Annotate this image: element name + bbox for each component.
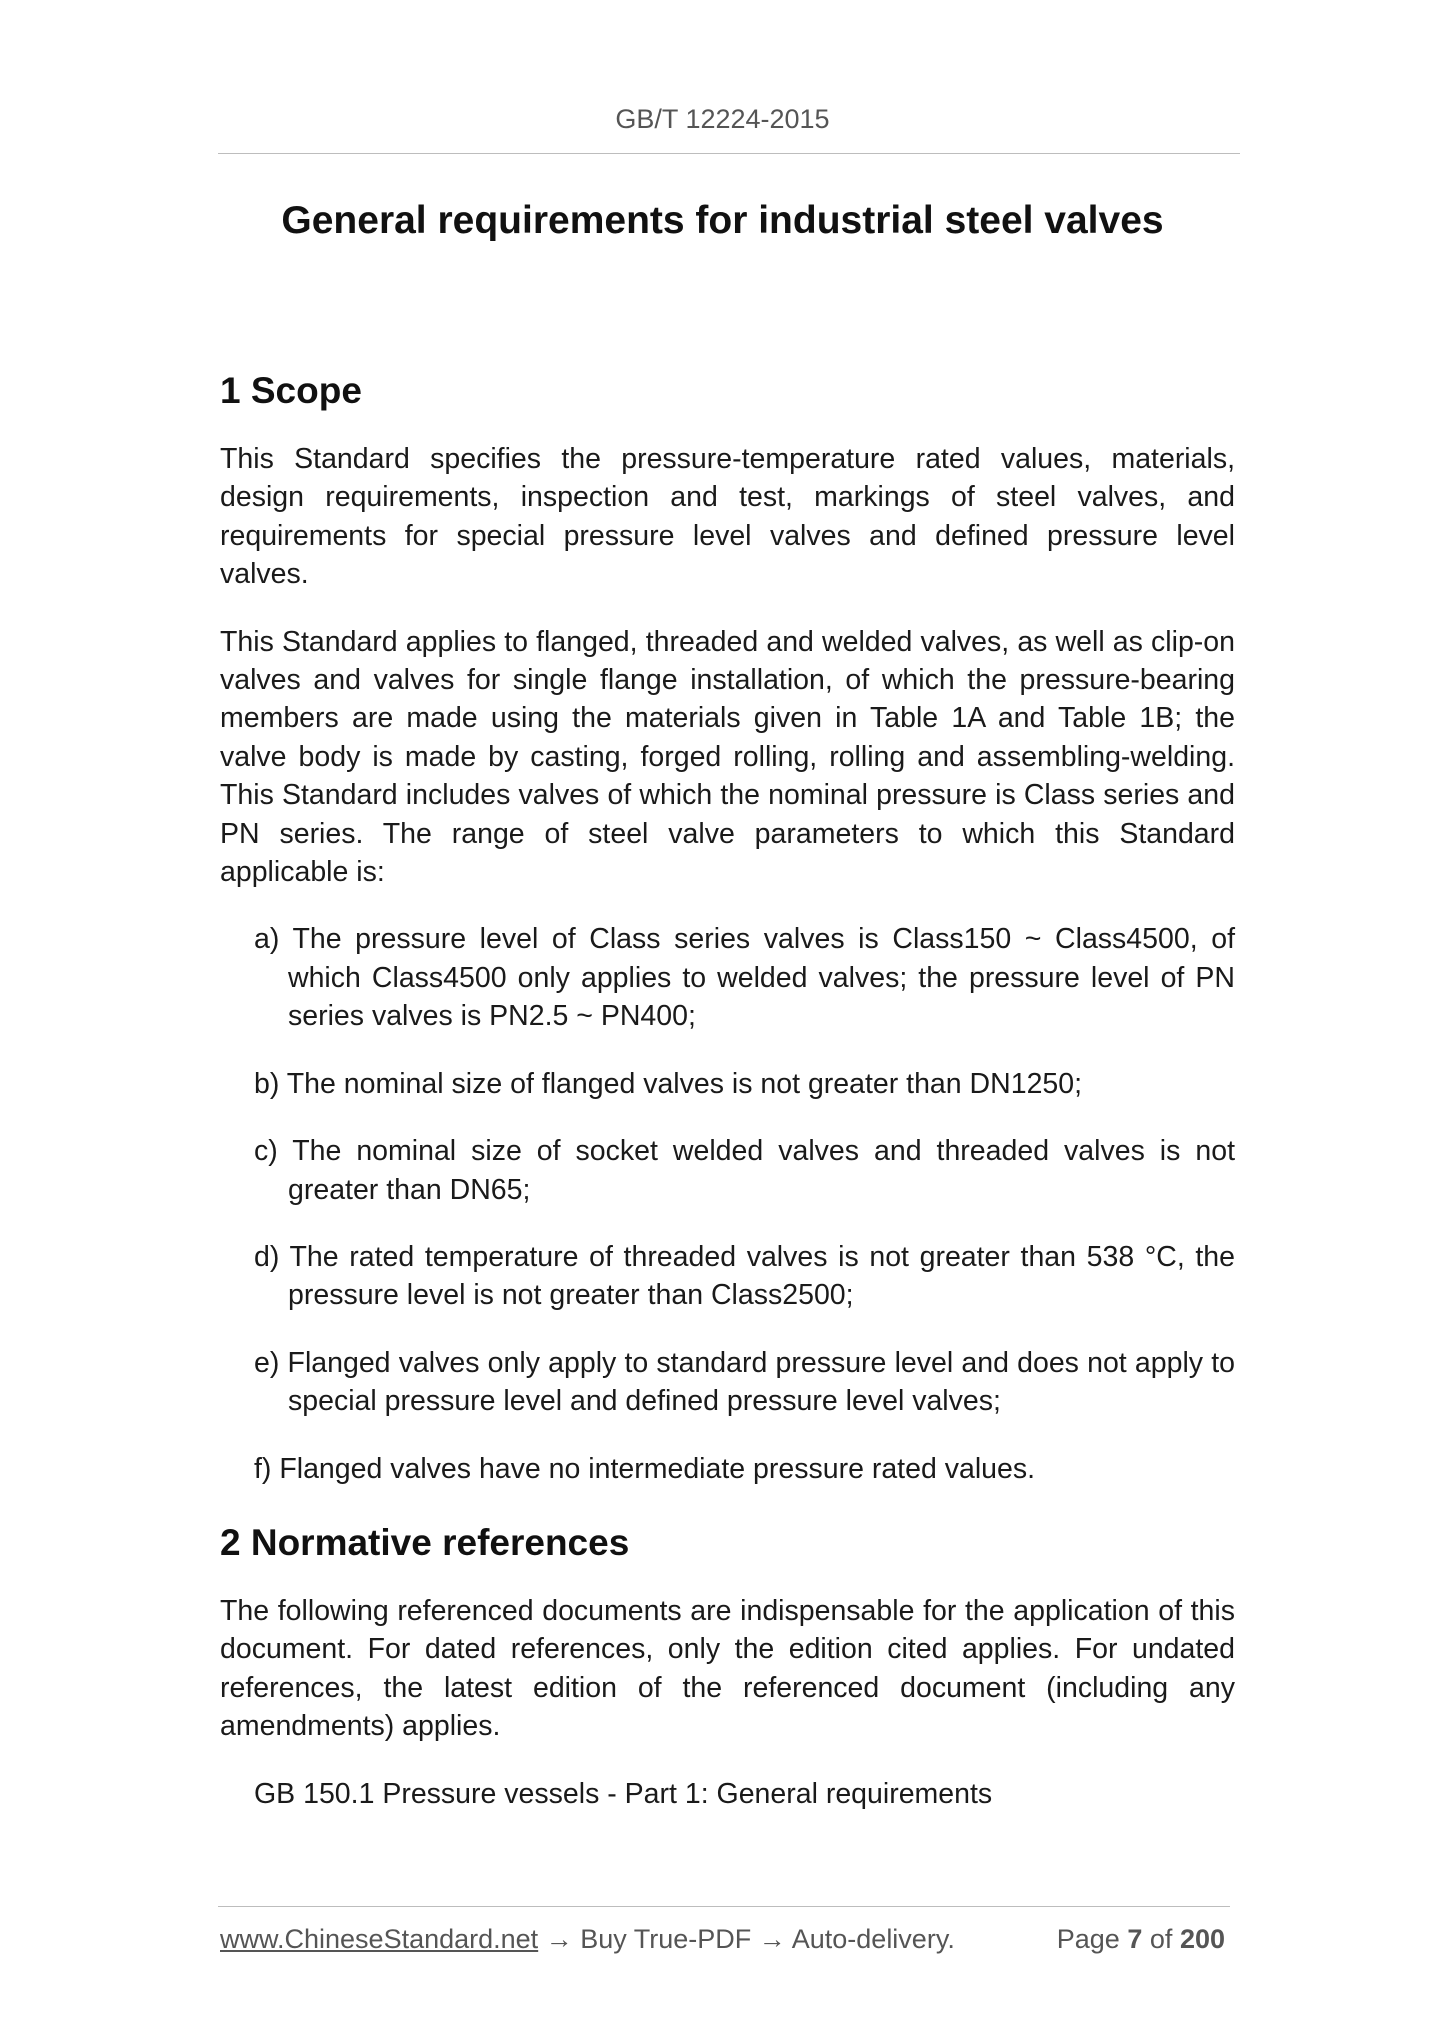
list-item-marker: a) bbox=[254, 923, 280, 956]
of-word: of bbox=[1149, 1924, 1173, 1954]
document-body bbox=[220, 370, 1235, 1813]
scope-paragraph-2: This Standard applies to flanged, threaded and welded valves, as well as clip-on valves and valves for single flange installation, of which the pressure-bearing members are made using the materials given in Table 1A and Table 1B; the valve body is made by casting, forged rolling, rolling and assembling-welding. This Standard includes valves of which the nominal pressure is Class series and PN series. The range of steel valve parameters to which this Standard applicable is: bbox=[220, 625, 1235, 889]
list-item-text: The pressure level of Class series valves is Class150 ~ Class4500, of which Class4500 only applies to welded valves; the pressure level of PN series valves is PN2.5 ~ PN400; bbox=[288, 923, 1236, 1033]
section-heading-normative-references: 2 Normative references bbox=[220, 1521, 630, 1563]
list-item bbox=[254, 1344, 1235, 1421]
current-page-number: 7 bbox=[1127, 1924, 1143, 1954]
normative-references-paragraph: The following referenced documents are indispensable for the application of this document. For dated references, only the edition cited applies. For undated references, the latest edition of the referenced document (including any amendments) applies. bbox=[220, 1594, 1235, 1743]
list-item-text: The rated temperature of threaded valves is not greater than 538 °C, the pressure level is not greater than Class2500; bbox=[288, 1240, 1236, 1312]
footer-tagline: → Buy True-PDF → Auto-delivery. bbox=[538, 1924, 955, 1954]
footer-left bbox=[220, 1924, 955, 1955]
list-item-text: The nominal size of socket welded valves and threaded valves is not greater than DN65; bbox=[288, 1135, 1235, 1206]
total-pages-number: 200 bbox=[1179, 1924, 1225, 1954]
scope-paragraph-1: This Standard specifies the pressure-temperature rated values, materials, design requirements, inspection and test, markings of steel valves, and requirements for special pressure level valves and defined pressure level valves. bbox=[220, 443, 1235, 591]
scope-parameter-list bbox=[220, 920, 1235, 1487]
header-standard-number: GB/T 12224-2015 bbox=[615, 104, 830, 134]
list-item bbox=[254, 1238, 1235, 1315]
list-item-marker: d) bbox=[254, 1240, 280, 1273]
section-heading-scope: 1 Scope bbox=[220, 370, 362, 411]
list-item bbox=[254, 1065, 1235, 1103]
website-link[interactable]: www.ChineseStandard.net bbox=[220, 1924, 539, 1954]
normative-reference-item: GB 150.1 Pressure vessels - Part 1: General requirements bbox=[254, 1777, 993, 1810]
list-item-marker: c) bbox=[254, 1135, 278, 1168]
list-item-marker: e) bbox=[254, 1346, 280, 1379]
list-item-marker: f) bbox=[254, 1452, 272, 1485]
list-item-text: The nominal size of flanged valves is not greater than DN1250; bbox=[286, 1067, 1083, 1100]
page-indicator bbox=[1057, 1924, 1225, 1955]
list-item-marker: b) bbox=[254, 1067, 280, 1100]
list-item bbox=[254, 1450, 1235, 1488]
list-item-text: Flanged valves have no intermediate pressure rated values. bbox=[279, 1452, 1036, 1485]
list-item bbox=[254, 1132, 1235, 1209]
list-item-text: Flanged valves only apply to standard pressure level and does not apply to special pressure level and defined pressure level valves; bbox=[287, 1346, 1235, 1418]
document-title: General requirements for industrial steel valves bbox=[281, 199, 1164, 242]
page-word: Page bbox=[1056, 1924, 1120, 1954]
footer-divider bbox=[218, 1906, 1230, 1907]
header-divider bbox=[218, 153, 1240, 154]
list-item bbox=[254, 920, 1235, 1035]
